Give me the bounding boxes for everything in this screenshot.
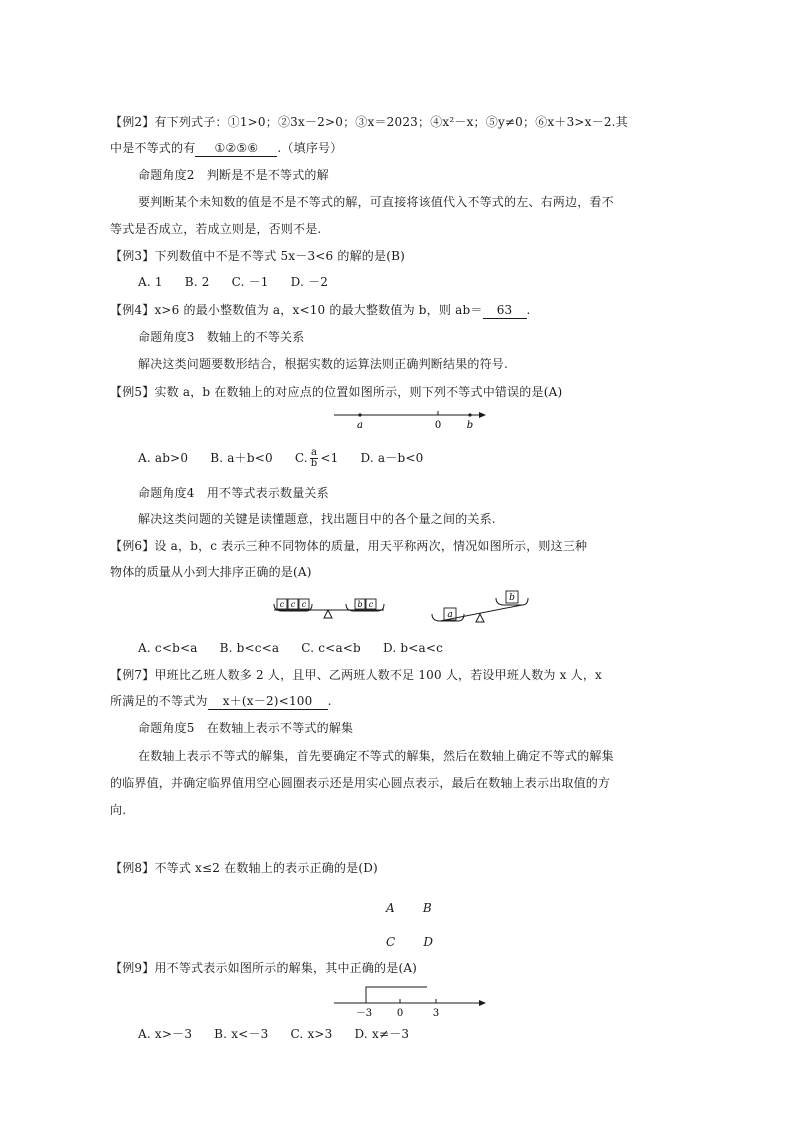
example-5-option-d: D. a－b<0 (360, 451, 424, 465)
fraction-a-over-b (310, 448, 319, 469)
example-4-label: 【例4】 (110, 303, 155, 317)
example-8-label: 【例8】 (110, 861, 155, 875)
angle-2-title: 命题角度2 判断是不是不等式的解 (138, 168, 329, 182)
example-6-options (138, 640, 694, 656)
example-5-label: 【例5】 (110, 385, 155, 399)
example-3-label: 【例3】 (110, 249, 155, 263)
angle-4-title: 命题角度4 用不等式表示数量关系 (138, 486, 329, 500)
example-8-question (110, 860, 694, 876)
angle-5-desc-2: 的临界值，并确定临界值用空心圆圈表示还是用实心圆点表示，最后在数轴上表示出取值的方 (110, 776, 611, 790)
example-9-label: 【例9】 (110, 961, 155, 975)
example-9-option-d: D. x≠－3 (354, 1027, 410, 1041)
scale-1-box-b: b (357, 600, 363, 609)
example-4-question (110, 302, 694, 319)
example-8-choices-row-1 (386, 900, 466, 916)
axis-label-3: 3 (432, 1008, 440, 1019)
fraction-denominator: b (310, 458, 318, 469)
example-9-number-line (330, 981, 490, 1021)
axis-label-0: 0 (396, 1008, 404, 1019)
example-3-option-a: A. 1 (138, 275, 163, 289)
example-6-option-b: B. b<c<a (219, 641, 280, 655)
example-8-choice-b: B (422, 901, 432, 915)
point-a-marker (358, 413, 361, 416)
example-4-answer: 63 (483, 302, 527, 319)
example-5-question (110, 384, 694, 400)
example-8-choice-a: A (386, 901, 395, 915)
example-9-option-c: C. x>3 (290, 1027, 333, 1041)
example-6-balance-figures (260, 586, 540, 632)
angle-3-desc: 解决这类问题要数形结合，根据实数的运算法则正确判断结果的符号. (138, 357, 509, 371)
scale-2-box-a: a (447, 610, 453, 620)
example-5-number-line (330, 406, 490, 432)
example-6-option-c: C. c<a<b (301, 641, 361, 655)
scale-1-box-c-3: c (301, 600, 307, 609)
example-4-text: x>6 的最小整数值为 a，x<10 的最大整数值为 b，则 ab＝ (154, 303, 483, 317)
example-2-line-2 (110, 140, 694, 157)
example-3-option-c: C. －1 (231, 275, 269, 289)
example-4-suffix: . (526, 303, 531, 317)
example-3-option-d: D. －2 (290, 275, 329, 289)
example-9-option-b: B. x<－3 (214, 1027, 269, 1041)
example-9-option-a: A. x>－3 (138, 1027, 193, 1041)
example-6-option-d: D. b<a<c (382, 641, 444, 655)
example-6-label: 【例6】 (110, 539, 155, 553)
example-8-text: 不等式 x≤2 在数轴上的表示正确的是(D) (154, 861, 378, 875)
example-2-prefix: 中是不等式的有 (110, 141, 196, 155)
angle-5-title: 命题角度5 在数轴上表示不等式的解集 (138, 721, 354, 735)
example-5-option-c (294, 447, 339, 469)
example-5-option-a: A. ab>0 (138, 451, 189, 465)
angle-5-desc-1: 在数轴上表示不等式的解集，首先要确定不等式的解集，然后在数轴上确定不等式的解集 (138, 749, 614, 763)
example-8-choice-c: C (386, 935, 396, 949)
axis-label-b: b (466, 420, 474, 431)
example-5-options (138, 448, 694, 469)
scale-1-box-c-1: c (279, 600, 285, 609)
example-2-line-1 (110, 114, 694, 130)
scale-1-box-c-4: c (368, 600, 374, 609)
example-5-text: 实数 a，b 在数轴上的对应点的位置如图所示，则下列不等式中错误的是(A) (154, 385, 563, 399)
example-9-question (110, 960, 694, 976)
scale-1-box-c-2: c (290, 600, 296, 609)
angle-2-desc-1: 要判断某个未知数的值是不是不等式的解，可直接将该值代入不等式的左、右两边，看不 (138, 195, 614, 209)
example-6-option-a: A. c<b<a (138, 641, 198, 655)
example-9-text: 用不等式表示如图所示的解集，其中正确的是(A) (154, 961, 418, 975)
angle-3-title: 命题角度3 数轴上的不等关系 (138, 330, 305, 344)
example-3-text: 下列数值中不是不等式 5x－3<6 的解的是(B) (154, 249, 405, 263)
scale-2-box-b: b (509, 593, 515, 603)
example-7-line-2 (110, 693, 694, 710)
solution-set-bracket (366, 987, 427, 1003)
example-6-text-1: 设 a，b，c 表示三种不同物体的质量，用天平称两次，情况如图所示，则这三种 (154, 539, 588, 553)
example-6-line-1 (110, 538, 694, 554)
balance-scale-2 (432, 591, 528, 622)
axis-label-zero: 0 (434, 420, 442, 431)
example-7-prefix: 所满足的不等式为 (110, 694, 208, 708)
angle-5-desc-3: 向. (110, 803, 127, 817)
example-7-line-1 (110, 667, 694, 683)
example-3-options (138, 274, 694, 290)
example-9-options (138, 1026, 694, 1042)
point-b-marker (468, 413, 471, 416)
fraction-numerator: a (311, 447, 318, 458)
axis-label-neg-3: －3 (355, 1008, 373, 1019)
example-3-question (110, 248, 694, 264)
example-7-text-1: 甲班比乙班人数多 2 人，且甲、乙两班人数不足 100 人，若设甲班人数为 x 人，x (154, 668, 603, 682)
example-7-suffix: . (327, 694, 332, 708)
example-7-answer: x＋(x－2)<100 (208, 693, 328, 710)
example-5-option-b: B. a＋b<0 (210, 451, 273, 465)
example-2-text: 有下列式子：①1>0；②3x－2>0；③x＝2023；④x²－x；⑤y≠0；⑥x＋3>x－2.其 (154, 115, 628, 129)
axis-label-a: a (357, 420, 363, 431)
example-8-choices-row-2 (386, 934, 466, 950)
example-2-suffix: .（填序号） (277, 141, 343, 155)
balance-scale-1 (274, 599, 384, 618)
example-5-option-c-rest: <1 (320, 451, 339, 465)
angle-4-desc: 解决这类问题的关键是读懂题意，找出题目中的各个量之间的关系. (138, 512, 496, 526)
example-8-choice-d: D (423, 935, 434, 949)
example-7-label: 【例7】 (110, 668, 155, 682)
example-3-option-b: B. 2 (184, 275, 210, 289)
example-2-answer: ①②⑤⑥ (195, 140, 277, 157)
example-2-label: 【例2】 (110, 115, 155, 129)
example-6-line-2: 物体的质量从小到大排序正确的是(A) (110, 565, 312, 579)
example-5-option-c-letter: C. (294, 451, 308, 465)
angle-2-desc-2: 等式是否成立，若成立则是，否则不是. (110, 222, 322, 236)
